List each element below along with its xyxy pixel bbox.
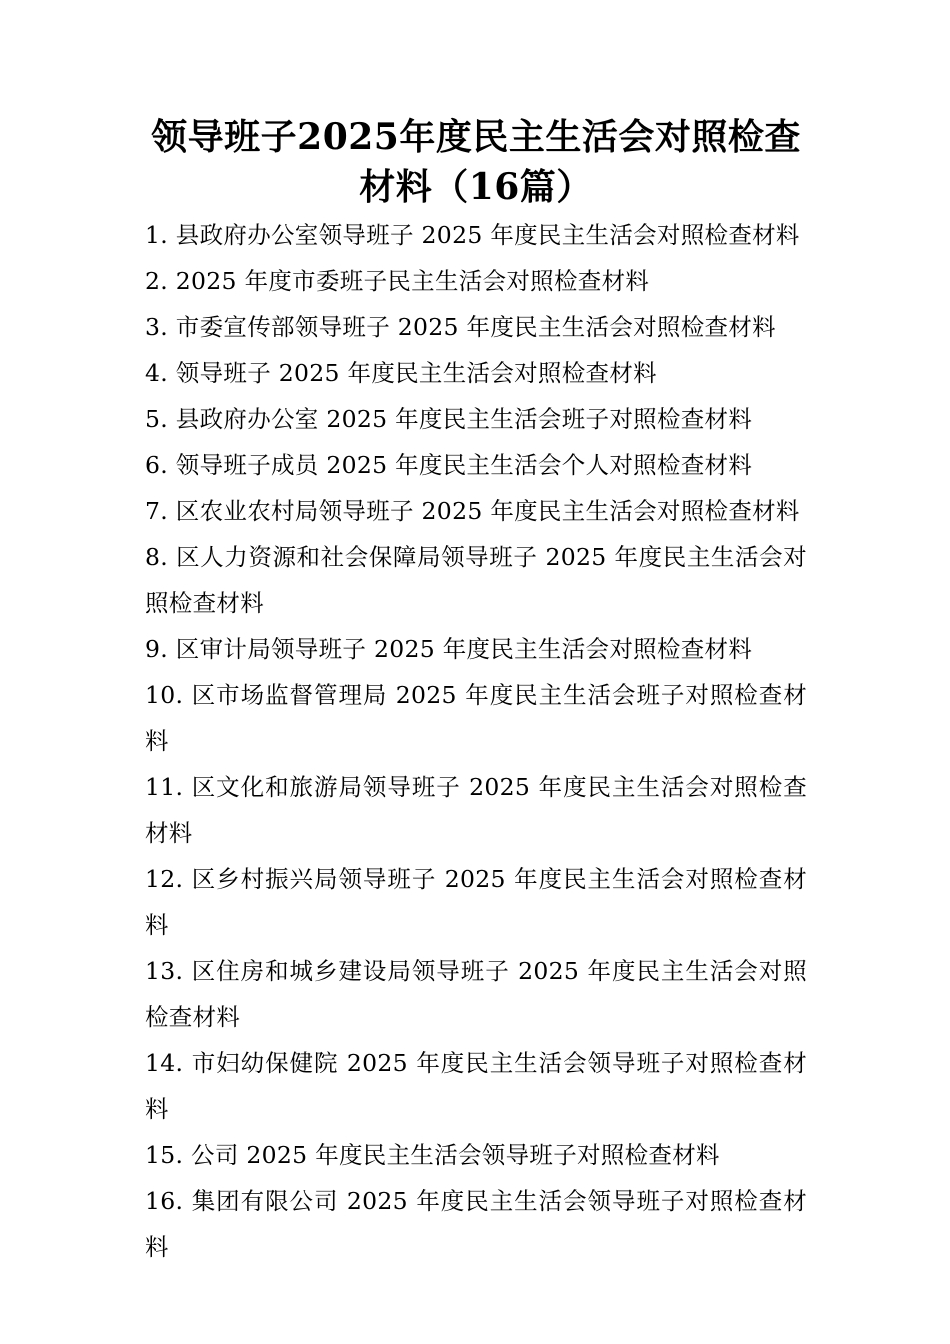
toc-item: 16. 集团有限公司 2025 年度民主生活会领导班子对照检查材料: [145, 1187, 807, 1261]
toc-list: [145, 212, 807, 1270]
toc-item: 15. 公司 2025 年度民主生活会领导班子对照检查材料: [145, 1141, 720, 1169]
toc-item: 10. 区市场监督管理局 2025 年度民主生活会班子对照检查材料: [145, 681, 807, 755]
toc-item: 3. 市委宣传部领导班子 2025 年度民主生活会对照检查材料: [145, 313, 776, 341]
toc-item: 7. 区农业农村局领导班子 2025 年度民主生活会对照检查材料: [145, 497, 800, 525]
toc-item: 1. 县政府办公室领导班子 2025 年度民主生活会对照检查材料: [145, 221, 800, 249]
toc-item: 12. 区乡村振兴局领导班子 2025 年度民主生活会对照检查材料: [145, 865, 807, 939]
toc-item: 6. 领导班子成员 2025 年度民主生活会个人对照检查材料: [145, 451, 753, 479]
toc-item: 8. 区人力资源和社会保障局领导班子 2025 年度民主生活会对照检查材料: [145, 543, 807, 617]
toc-item: 2. 2025 年度市委班子民主生活会对照检查材料: [145, 267, 650, 295]
toc-item: 11. 区文化和旅游局领导班子 2025 年度民主生活会对照检查材料: [145, 773, 807, 847]
document-title: 领导班子2025年度民主生活会对照检查材料（16篇）: [151, 116, 801, 208]
toc-item: 9. 区审计局领导班子 2025 年度民主生活会对照检查材料: [145, 635, 753, 663]
toc-item: 4. 领导班子 2025 年度民主生活会对照检查材料: [145, 359, 657, 387]
toc-item: 14. 市妇幼保健院 2025 年度民主生活会领导班子对照检查材料: [145, 1049, 807, 1123]
toc-item: 5. 县政府办公室 2025 年度民主生活会班子对照检查材料: [145, 405, 753, 433]
toc-item: 13. 区住房和城乡建设局领导班子 2025 年度民主生活会对照检查材料: [145, 957, 807, 1031]
